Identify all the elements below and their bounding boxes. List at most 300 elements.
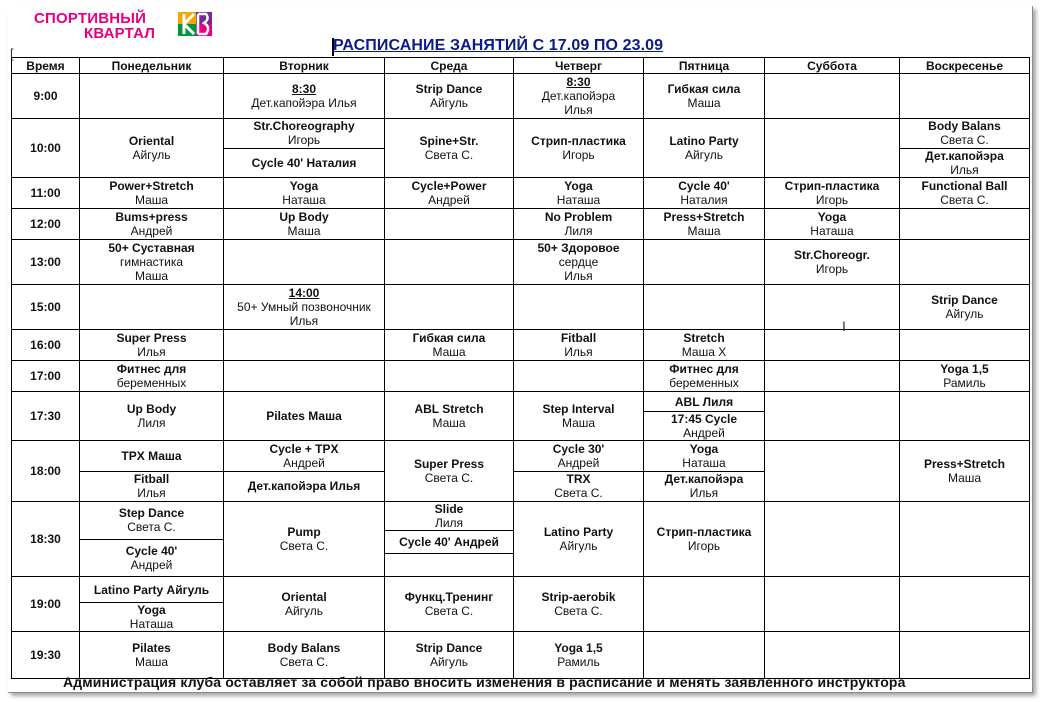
class-detail: Рамиль [557, 655, 600, 669]
class-detail: Лиля [434, 516, 464, 530]
class-name: No Problem [544, 210, 613, 224]
class-entry [644, 330, 764, 360]
class-cell [80, 577, 224, 632]
class-cell [385, 441, 514, 502]
class-entry [514, 471, 643, 502]
class-cell [900, 240, 1030, 285]
class-cell-content [644, 392, 764, 440]
class-name: Yoga [137, 603, 166, 617]
class-entry [385, 441, 513, 501]
schedule-row [12, 74, 1030, 119]
class-cell [514, 285, 644, 330]
class-entry [900, 209, 1029, 239]
class-name: Power+Stretch [109, 179, 194, 193]
class-cell-content [514, 285, 643, 329]
class-cell-content [900, 119, 1029, 177]
class-detail: беременных [116, 376, 187, 390]
time-cell: 15:00 [12, 285, 80, 330]
class-cell-content [80, 178, 223, 208]
class-detail: Маша [687, 96, 721, 110]
class-detail: Илья [564, 269, 593, 283]
class-cell [514, 577, 644, 632]
class-cell-content [514, 361, 643, 391]
class-cell-content [765, 330, 899, 360]
class-name: ABL Stretch [414, 402, 484, 416]
class-cell-content [765, 74, 899, 118]
class-entry [224, 471, 384, 502]
class-detail: Андрей [557, 455, 600, 470]
class-entry [385, 178, 513, 208]
class-cell [644, 240, 765, 285]
class-cell-content [385, 392, 513, 440]
header-row [12, 58, 1030, 74]
class-name: Latino Party Айгуль [93, 582, 210, 597]
class-entry [644, 471, 764, 502]
class-cell-content [765, 441, 899, 501]
class-entry [385, 119, 513, 177]
class-entry [900, 74, 1029, 118]
class-name: Фитнес для [116, 362, 187, 376]
class-name: Super Press [116, 331, 187, 345]
class-cell [514, 74, 644, 119]
class-cell-content [385, 577, 513, 631]
class-entry [80, 285, 223, 329]
class-cell-content [80, 361, 223, 391]
class-detail: 50+ Умный позвоночник [237, 300, 371, 314]
i-beam-cursor-icon: I [842, 318, 846, 334]
class-name: TRX [566, 472, 591, 487]
class-entry [514, 285, 643, 329]
class-cell [900, 209, 1030, 240]
class-cell-content [80, 74, 223, 118]
class-cell [514, 361, 644, 392]
class-cell-content [644, 577, 764, 631]
class-detail: беременных [669, 376, 739, 390]
class-cell [224, 330, 385, 361]
class-cell-content [385, 74, 513, 118]
class-entry [644, 502, 764, 576]
schedule-row [12, 392, 1030, 441]
class-entry [80, 74, 223, 118]
class-cell [385, 392, 514, 441]
document-page [8, 6, 1033, 693]
class-name: Strip Dance [415, 641, 483, 655]
class-cell-content [900, 632, 1029, 678]
class-name: Slide [434, 502, 464, 516]
class-entry [644, 361, 764, 391]
class-cell-content [765, 502, 899, 576]
class-cell [224, 240, 385, 285]
class-name: Step Interval [542, 402, 615, 416]
class-entry [224, 330, 384, 360]
class-cell-content [514, 119, 643, 177]
class-entry [224, 392, 384, 440]
class-entry [644, 119, 764, 177]
class-detail: Илья [950, 162, 979, 177]
class-cell-content [224, 209, 384, 239]
class-cell-content [765, 577, 899, 631]
class-cell-content [385, 178, 513, 208]
class-detail: Айгуль [284, 604, 324, 618]
class-name: Yoga 1,5 [554, 641, 603, 655]
class-cell [80, 119, 224, 178]
class-cell-content [644, 632, 764, 678]
class-cell [80, 178, 224, 209]
class-cell [224, 285, 385, 330]
class-entry [514, 119, 643, 177]
class-entry [900, 441, 1029, 501]
class-cell [514, 632, 644, 679]
class-detail: Лиля [137, 416, 166, 430]
class-entry [385, 632, 513, 678]
class-cell [644, 632, 765, 679]
class-detail: Маша [687, 224, 721, 238]
class-entry [80, 632, 223, 678]
class-cell [765, 178, 900, 209]
class-name: Oriental [281, 590, 327, 604]
class-detail: Игорь [287, 133, 321, 148]
class-detail: Наташа [682, 455, 726, 470]
class-name: 8:30 [566, 75, 591, 89]
class-cell-content [900, 330, 1029, 360]
class-cell-content [514, 330, 643, 360]
class-cell [80, 285, 224, 330]
class-cell [224, 502, 385, 577]
class-cell-content [385, 502, 513, 576]
class-entry [80, 602, 223, 631]
class-detail: Света С. [424, 604, 474, 618]
class-cell-content [514, 209, 643, 239]
class-detail: Андрей [283, 455, 325, 470]
time-cell: 13:00 [12, 240, 80, 285]
class-cell-content [900, 361, 1029, 391]
class-cell-content [900, 74, 1029, 118]
class-cell-content [224, 577, 384, 631]
class-entry [644, 178, 764, 208]
class-entry [80, 209, 223, 239]
class-cell-content [765, 632, 899, 678]
time-cell: 12:00 [12, 209, 80, 240]
class-cell-content [80, 392, 223, 440]
class-cell-content [224, 441, 384, 501]
class-cell-content [224, 119, 384, 177]
class-cell-content [765, 209, 899, 239]
class-cell [514, 178, 644, 209]
time-cell: 19:00 [12, 577, 80, 632]
class-name: 14:00 [288, 286, 320, 300]
class-entry [80, 361, 223, 391]
class-name: Body Balans [267, 641, 341, 655]
class-entry [385, 502, 513, 530]
class-entry [765, 441, 899, 501]
class-entry [80, 539, 223, 577]
class-entry [224, 441, 384, 471]
class-entry [80, 441, 223, 471]
class-cell [644, 74, 765, 119]
class-entry [644, 285, 764, 329]
class-name: Cycle 40' [678, 179, 730, 193]
class-cell-content [765, 285, 899, 329]
class-entry [644, 441, 764, 471]
class-cell-content [514, 74, 643, 118]
class-cell [765, 502, 900, 577]
class-entry [224, 178, 384, 208]
class-detail: Света С. [424, 148, 474, 162]
time-cell: 19:30 [12, 632, 80, 679]
class-entry [80, 502, 223, 539]
class-cell [80, 330, 224, 361]
class-cell [80, 502, 224, 577]
class-cell [80, 392, 224, 441]
class-cell [900, 361, 1030, 392]
class-detail: Игорь [815, 262, 849, 276]
class-name: Yoga 1,5 [940, 362, 989, 376]
class-detail: Маша [134, 193, 169, 207]
class-entry [900, 361, 1029, 391]
page-corner-mark: [ [10, 46, 14, 61]
class-name: Cycle 40' Наталия [251, 155, 357, 170]
class-name: Str.Choreography [253, 119, 355, 134]
class-cell-content [900, 577, 1029, 631]
column-header: Четверг [514, 58, 644, 74]
class-name: Функц.Тренинг [404, 590, 494, 604]
class-entry [514, 392, 643, 440]
class-cell [644, 178, 765, 209]
class-entry [514, 502, 643, 576]
class-entry [385, 74, 513, 118]
schedule-row [12, 178, 1030, 209]
class-name: 8:30 [291, 82, 317, 96]
class-cell [385, 361, 514, 392]
class-name: Strip-aerobik [541, 590, 616, 604]
schedule-row [12, 285, 1030, 330]
class-cell-content [644, 209, 764, 239]
class-name: Oriental [128, 134, 175, 148]
class-name: Latino Party [543, 525, 614, 539]
class-cell-content [900, 209, 1029, 239]
class-cell [514, 441, 644, 502]
class-name: Functional Ball [921, 179, 1008, 193]
class-cell [224, 209, 385, 240]
class-detail: Маша [134, 655, 169, 669]
class-detail: Света С. [940, 193, 989, 207]
class-name: 17:45 Cycle [670, 412, 738, 426]
class-entry [900, 632, 1029, 678]
class-detail: Айгуль [132, 148, 171, 162]
class-name: Pilates [132, 641, 171, 655]
class-entry [80, 178, 223, 208]
class-name: Stretch [683, 331, 725, 345]
class-cell-content [644, 330, 764, 360]
class-cell-content [900, 441, 1029, 501]
class-entry [385, 530, 513, 553]
time-cell: 9:00 [12, 74, 80, 119]
class-entry [765, 361, 899, 391]
column-header: Понедельник [80, 58, 224, 74]
schedule-row [12, 502, 1030, 577]
class-cell [80, 240, 224, 285]
class-cell [514, 502, 644, 577]
class-detail: сердце [558, 255, 599, 269]
class-entry [80, 119, 223, 177]
class-cell-content [514, 240, 643, 284]
class-cell-content [385, 330, 513, 360]
class-detail: Андрей [130, 224, 173, 238]
class-detail: Света С. [279, 655, 329, 669]
class-entry [514, 361, 643, 391]
class-entry [765, 240, 899, 284]
class-entry [385, 209, 513, 239]
class-cell-content [224, 361, 384, 391]
class-cell [385, 240, 514, 285]
class-cell-content [224, 74, 384, 118]
time-cell: 18:00 [12, 441, 80, 502]
class-name: Str.Choreogr. [793, 248, 870, 262]
class-cell-content [644, 502, 764, 576]
class-name: TPX Маша [121, 448, 182, 463]
class-cell-content [385, 119, 513, 177]
class-cell-content [900, 178, 1029, 208]
class-cell-content [644, 178, 764, 208]
class-cell [765, 240, 900, 285]
class-detail: Илья [564, 103, 593, 117]
class-name: Cycle 40' [125, 543, 178, 558]
class-cell-content [644, 119, 764, 177]
class-name: Yoga [289, 179, 319, 193]
class-entry [644, 209, 764, 239]
class-entry [80, 577, 223, 602]
class-entry [900, 240, 1029, 284]
class-cell-content [644, 361, 764, 391]
class-cell [900, 74, 1030, 119]
class-entry [765, 577, 899, 631]
class-detail: Игорь [562, 148, 595, 162]
class-cell-content [514, 392, 643, 440]
column-header: Пятница [644, 58, 765, 74]
class-cell-content [224, 178, 384, 208]
class-entry [224, 209, 384, 239]
class-name: Yoga [817, 210, 847, 224]
class-entry [644, 240, 764, 284]
class-entry [224, 240, 384, 284]
logo-text-line1: СПОРТИВНЫЙ [34, 10, 147, 27]
class-cell-content [80, 209, 223, 239]
class-cell [224, 441, 385, 502]
class-cell-content [644, 285, 764, 329]
class-detail: Маша [432, 345, 466, 359]
logo-mark-icon [176, 10, 214, 38]
class-entry [385, 240, 513, 284]
class-name: 50+ Здоровое [537, 241, 620, 255]
class-detail: Игорь [687, 539, 721, 553]
class-detail: Маша [947, 471, 982, 485]
class-detail: Айгуль [429, 655, 469, 669]
class-cell [224, 119, 385, 178]
class-entry [80, 392, 223, 440]
class-entry [900, 285, 1029, 329]
class-cell-content [514, 441, 643, 501]
class-detail: Света С. [940, 133, 989, 148]
class-name: Press+Stretch [663, 210, 745, 224]
class-cell [644, 285, 765, 330]
class-entry [765, 74, 899, 118]
footer-note: Администрация клуба оставляет за собой право вносить изменения в расписание и менять заявленного инструктора [63, 674, 906, 690]
class-cell-content [765, 240, 899, 284]
class-entry [385, 330, 513, 360]
class-name: Cycle 40' Андрей [399, 535, 499, 549]
class-cell-content [385, 209, 513, 239]
class-detail: Айгуль [684, 148, 724, 162]
class-cell-content [224, 240, 384, 284]
class-detail: Света С. [279, 539, 329, 553]
class-detail: Айгуль [429, 96, 469, 110]
schedule-row [12, 209, 1030, 240]
class-name: Cycle 30' [552, 441, 605, 456]
class-entry [900, 148, 1029, 178]
class-cell [765, 209, 900, 240]
class-cell-content [80, 285, 223, 329]
class-entry [900, 502, 1029, 576]
class-entry [224, 502, 384, 576]
class-name: Up Body [126, 402, 177, 416]
class-entry [765, 330, 899, 360]
class-name: Body Balans [928, 119, 1001, 134]
class-cell-content [80, 441, 223, 501]
class-cell-content [224, 330, 384, 360]
class-name: Fitball [560, 331, 597, 345]
class-entry [385, 553, 513, 576]
class-cell [900, 285, 1030, 330]
class-entry [765, 632, 899, 678]
class-detail: Дет.капойэра Илья [251, 96, 357, 110]
column-header: Воскресенье [900, 58, 1030, 74]
class-entry [900, 178, 1029, 208]
class-detail: Наташа [556, 193, 601, 207]
class-cell [900, 119, 1030, 178]
class-entry [514, 330, 643, 360]
class-cell-content [514, 577, 643, 631]
class-cell-content [765, 119, 899, 177]
class-cell [765, 441, 900, 502]
class-cell [80, 74, 224, 119]
class-cell-content [900, 285, 1029, 329]
column-header: Время [12, 58, 80, 74]
class-entry [80, 240, 223, 284]
class-cell [644, 209, 765, 240]
class-detail: Айгуль [559, 539, 598, 553]
class-cell [224, 361, 385, 392]
class-detail: Наташа [282, 193, 326, 207]
schedule-row [12, 240, 1030, 285]
class-cell-content [385, 441, 513, 501]
class-name: Pilates Маша [266, 409, 342, 423]
class-detail: Дет.капойэра [541, 89, 616, 103]
schedule-table [11, 57, 1030, 679]
column-header: Вторник [224, 58, 385, 74]
time-cell: 16:00 [12, 330, 80, 361]
class-cell [765, 632, 900, 679]
class-entry [224, 361, 384, 391]
class-cell [385, 632, 514, 679]
class-detail: Андрей [130, 557, 173, 572]
class-cell [765, 392, 900, 441]
class-cell-content [900, 392, 1029, 440]
class-cell-content [514, 178, 643, 208]
class-entry [385, 392, 513, 440]
time-cell: 18:30 [12, 502, 80, 577]
class-cell [385, 502, 514, 577]
class-entry [80, 471, 223, 502]
